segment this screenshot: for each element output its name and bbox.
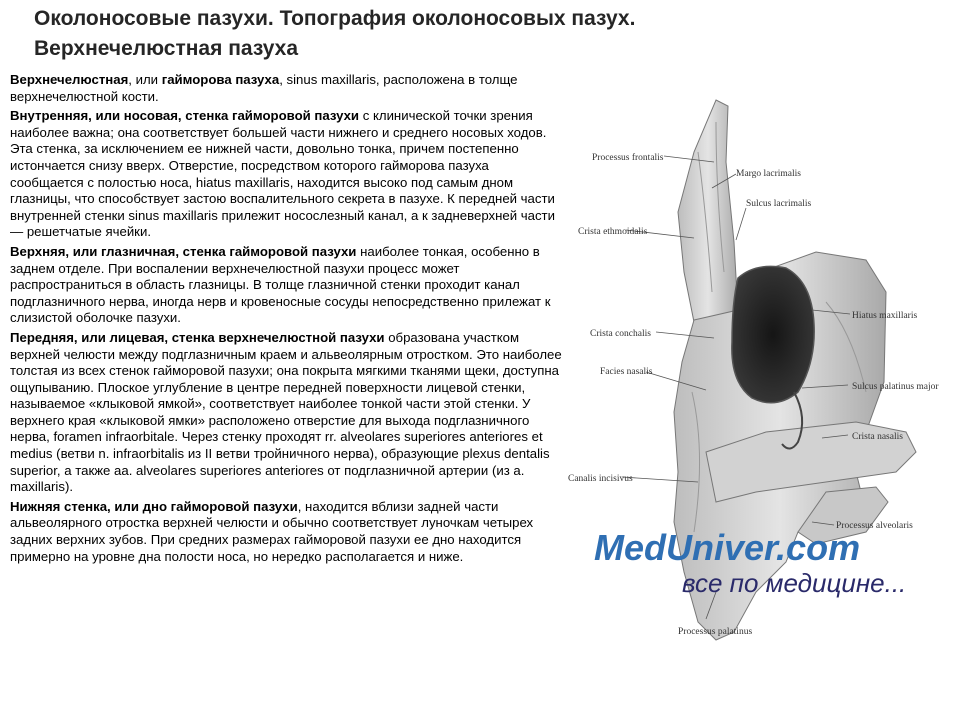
label-sulcus-lacrimalis: Sulcus lacrimalis [746,199,812,209]
label-processus-palatinus: Processus palatinus [678,627,753,637]
term-highmore-sinus: гайморова пазуха [161,72,280,87]
paragraph-inferior-wall: Нижняя стенка, или дно гайморовой пазухи, находится вблизи задней части альвеолярного отростка верхней челюсти и обычно соответствует луночкам четырех задних верхних зубов. При средних размерах гайморовой пазухи ее дно находится примерно на уровне дна полости носа, но нередко располагается и ниже. [10,498,534,564]
hiatus-shape [732,266,814,402]
heading-anterior-wall: Передняя, или лицевая, стенка верхнечелюстной пазухи [10,329,385,345]
label-margo-lacrimalis: Margo lacrimalis [736,169,801,179]
maxilla-illustration [566,92,956,652]
label-sulcus-palatinus-major: Sulcus palatinus major [852,382,939,392]
label-crista-conchalis: Crista conchalis [590,329,651,339]
frontal-process-shape [678,100,738,332]
body-text [10,72,566,568]
paragraph-superior-wall: Верхняя, или глазничная, стенка гайморовой пазухи наиболее тонкая, особенно в заднем отделе. При воспалении верхнечелюстной пазухи процесс может распространиться в область глазницы. В толще глазничной стенки проходит канал подглазничного нерва, иногда нерв и кровеносные сосуды непосредственно прилежат к слизистой оболочке пазухи. [10,243,551,326]
label-processus-frontalis: Processus frontalis [592,153,664,163]
slide-title-line-1: Околоносовые пазухи. Топография околоносовых пазух. [34,7,636,30]
heading-medial-wall: Внутренняя, или носовая, стенка гайморовой пазухи [10,108,360,124]
label-crista-nasalis: Crista nasalis [852,432,903,442]
slide-title-line-2: Верхнечелюстная пазуха [34,37,299,60]
label-facies-nasalis: Facies nasalis [600,367,653,377]
label-canalis-incisivus: Canalis incisivus [568,474,633,484]
watermark-site: MedUniver.com [594,527,861,568]
watermark-slogan: все по медицине... [682,568,907,598]
term-maxillary: Верхнечелюстная [10,72,129,87]
label-hiatus-maxillaris: Hiatus maxillaris [852,311,918,321]
paragraph-anterior-wall: Передняя, или лицевая, стенка верхнечелюстной пазухи образована участком верхней челюсти между подглазничным краем и альвеолярным отростком. Это наиболее толстая из всех стенок гайморовой пазухи; она покрыта мягкими тканями щеки, доступна ощупыванию. Плоское углубление в центре передней поверхности лицевой стенки, называемое «клыковой ямкой», соответствует наиболее тонкой части этой стенки. У верхнего края «клыковой ямки» расположено отверстие для выхода подглазничного нерва, foramen infraorbitale. Через стенку проходят rr. alveolares superiores anteriores et medius (ветви n. infraorbitalis из II ветви тройничного нерва), образующие plexus dentalis superior, а также aa. alveolares superiores anteriores от подглазничной артерии (из a. maxillaris). [10,329,562,495]
paragraph-intro: Верхнечелюстная, или гайморова пазуха, sinus maxillaris, расположена в толще верхнечелюстной кости. [10,72,518,104]
label-processus-alveolaris: Processus alveolaris [836,521,913,531]
heading-inferior-wall: Нижняя стенка, или дно гайморовой пазухи [10,498,298,514]
paragraph-medial-wall: Внутренняя, или носовая, стенка гайморовой пазухи с клинической точки зрения наиболее важна; она соответствует большей части нижнего и среднего носовых ходов. Эта стенка, за исключением ее нижней части, довольно тонка, причем постепенно истончается снизу вверх. Отверстие, посредством которого гайморова пазуха сообщается с полостью носа, hiatus maxillaris, находится высоко под самым дном глазницы, что способствует застою воспалительного секрета в пазухе. К передней части внутренней стенки sinus maxillaris прилежит носослезный канал, а к задневерхней части — решетчатые ячейки. [10,108,555,240]
slide-title [34,4,934,64]
heading-superior-wall: Верхняя, или глазничная, стенка гайморовой пазухи [10,243,357,259]
maxilla-drawing [566,92,956,652]
label-crista-ethmoidalis: Crista ethmoidalis [578,227,648,237]
